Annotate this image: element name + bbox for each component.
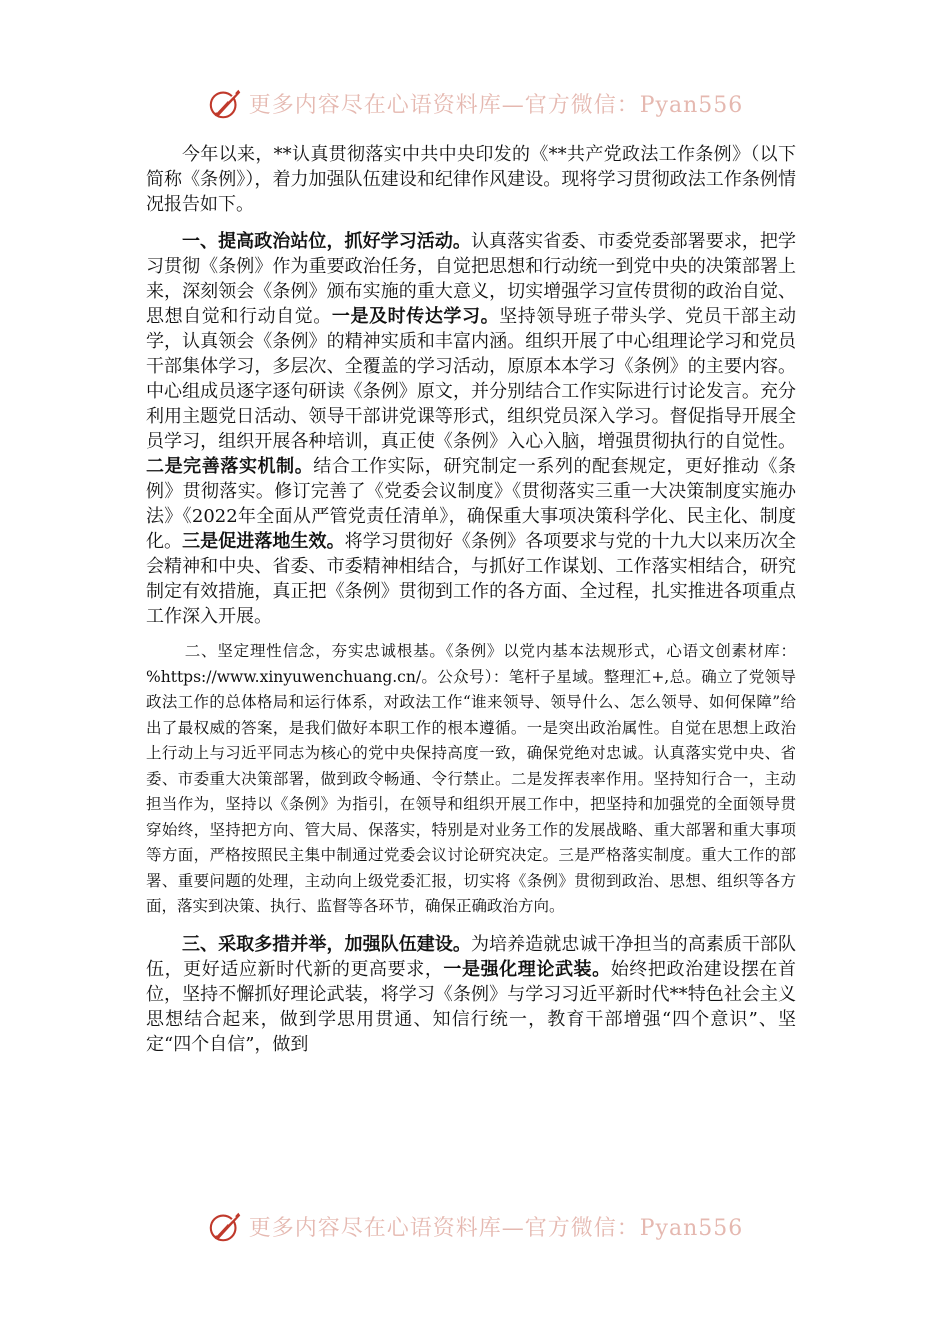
section-1-text-4: 将学习贯彻好《条例》各项要求与党的十九大以来历次全会精神和中央、省委、市委精神相结合，与抓好工作谋划、工作落实相结合，研究制定有效措施，真正把《条例》贯彻到工作的各方面、全过程，扎实推进各项重点工作深入开展。 (146, 531, 797, 627)
section-1-paragraph (146, 229, 796, 629)
section-1-text-2: 坚持领导班子带头学、党员干部主动学，认真领会《条例》的精神实质和丰富内涵。组织开展了中心组理论学习和党员干部集体学习，多层次、全覆盖的学习活动，原原本本学习《条例》的主要内容。中心组成员逐字逐句研读《条例》原文，并分别结合工作实际进行讨论发言。充分利用主题党日活动、领导干部讲党课等形式，组织党员深入学习。督促指导开展全员学习，组织开展各种培训，真正使《条例》入心入脑，增强贯彻执行的自觉性。 (146, 306, 797, 452)
watermark-text: 更多内容尽在心语资料库—官方微信：Pyan556 (248, 92, 744, 118)
quill-logo-icon (207, 84, 245, 122)
section-3-heading: 三、采取多措并举，加强队伍建设。 (182, 933, 471, 955)
section-1-heading: 一、提高政治站位，抓好学习活动。 (182, 231, 471, 252)
watermark-text: 更多内容尽在心语资料库—官方微信：Pyan556 (248, 1215, 744, 1241)
section-2-paragraph: 二、坚定理性信念，夯实忠诚根基。《条例》以党内基本法规形式，心语文创素材库：%https://www.xinyuwenchuang.cn/。公众号）：笔杆子星域。整理汇+,总。确立了党领导政法工作的总体格局和运行体系，对政法工作“谁来领导、领导什么、怎么领导、如何保障”给出了最权威的答案，是我们做好本职工作的根本遵循。一是突出政治属性。自觉在思想上政治上行动上与习近平同志为核心的党中央保持高度一致，确保党绝对忠诚。认真落实党中央、省委、市委重大决策部署，做到政令畅通、令行禁止。二是发挥表率作用。坚持知行合一，主动担当作为，坚持以《条例》为指引，在领导和组织开展工作中，把坚持和加强党的全面领导贯穿始终，坚持把方向、管大局、保落实，特别是对业务工作的发展战略、重大部署和重大事项等方面，严格按照民主集中制通过党委会议讨论研究决定。三是严格落实制度。重大工作的部署、重要问题的处理，主动向上级党委汇报，切实将《条例》贯彻到政治、思想、组织等各方面，落实到决策、执行、监督等各环节，确保正确政治方向。 (146, 642, 796, 915)
intro-paragraph: 今年以来，**认真贯彻落实中共中央印发的《**共产党政法工作条例》（以下简称《条例》），着力加强队伍建设和纪律作风建设。现将学习贯彻政法工作条例情况报告如下。 (146, 144, 796, 215)
section-1-point-1: 一是及时传达学习。 (331, 306, 500, 327)
section-3-text-2: 始终把政治建设摆在首位，坚持不懈抓好理论武装，将学习《条例》与学习习近平新时代**特色社会主义思想结合起来，做到学思用贯通、知信行统一，教育干部增强“四个意识”、坚定“四个自信”，做到 (146, 958, 797, 1055)
section-3-paragraph (146, 932, 796, 1057)
section-1-text-3: 结合工作实际，研究制定一系列的配套规定，更好推动《条例》贯彻落实。修订完善了《党委会议制度》《贯彻落实三重一大决策制度实施办法》《2022年全面从严管党责任清单》，确保重大事项决策科学化、民主化、制度化。 (146, 456, 797, 552)
document-body (146, 142, 796, 1057)
watermark-banner-bottom (0, 1207, 950, 1251)
section-3-point-1: 一是强化理论武装。 (443, 958, 611, 980)
section-1-point-3: 三是促进落地生效。 (182, 531, 345, 552)
watermark-banner-top (0, 84, 950, 128)
section-1-point-2: 二是完善落实机制。 (146, 456, 314, 477)
section-3-text-1: 为培养造就忠诚干净担当的高素质干部队伍，更好适应新时代新的更高要求， (146, 933, 796, 980)
quill-logo-icon (207, 1207, 245, 1245)
section-1-text-1: 认真落实省委、市委党委部署要求，把学习贯彻《条例》作为重要政治任务，自觉把思想和行动统一到党中央的决策部署上来，深刻领会《条例》颁布实施的重大意义，切实增强学习宣传贯彻的政治自觉、思想自觉和行动自觉。 (146, 231, 796, 327)
